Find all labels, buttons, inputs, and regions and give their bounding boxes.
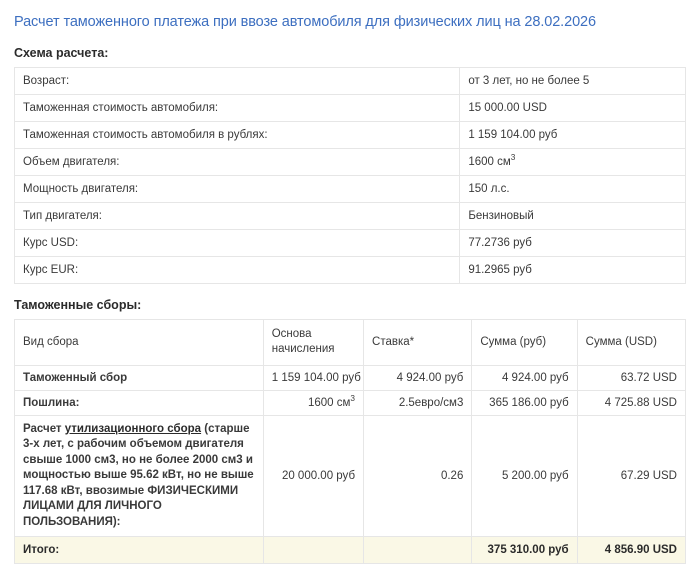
column-header-base: Основа начисления	[263, 319, 363, 365]
total-sum-usd: 4 856.90 USD	[577, 537, 685, 564]
scheme-label-customs-value-rub: Таможенная стоимость автомобиля в рублях:	[15, 121, 460, 148]
fee-rate-duty: 2.5евро/см3	[364, 390, 472, 415]
scheme-label-engine-volume: Объем двигателя:	[15, 148, 460, 175]
scheme-label-engine-type: Тип двигателя:	[15, 202, 460, 229]
customs-fees-table	[14, 319, 686, 564]
fee-base-recycling-fee: 20 000.00 руб	[263, 415, 363, 537]
recycling-fee-link[interactable]: утилизационного сбора	[64, 422, 202, 435]
table-row	[15, 121, 686, 148]
scheme-value-engine-volume	[460, 148, 686, 175]
scheme-value-eur-rate: 91.2965 руб	[460, 256, 686, 283]
scheme-value-engine-type: Бензиновый	[460, 202, 686, 229]
duty-base-exponent: 3	[350, 394, 356, 404]
scheme-table-body	[15, 67, 686, 283]
calculation-scheme-table	[14, 67, 686, 284]
fee-sum-usd-customs-fee: 63.72 USD	[577, 365, 685, 390]
table-row	[15, 67, 686, 94]
scheme-label-customs-value: Таможенная стоимость автомобиля:	[15, 94, 460, 121]
table-row	[15, 94, 686, 121]
engine-volume-number: 1600 см	[468, 155, 511, 168]
fees-section-heading: Таможенные сборы:	[14, 297, 142, 312]
table-header-row	[15, 319, 686, 365]
fee-base-duty	[263, 390, 363, 415]
total-rate-empty	[364, 537, 472, 564]
scheme-label-usd-rate: Курс USD:	[15, 229, 460, 256]
column-header-sum-rub: Сумма (руб)	[472, 319, 577, 365]
fees-table-body	[15, 365, 686, 564]
recycling-fee-suffix: (старше 3-х лет, с рабочим объемом двигателя свыше 1000 см3, но не более 2000 см3 и мощностью выше 95.62 кВт, но не выше 117.68 кВт, ввозимые ФИЗИЧЕСКИМИ ЛИЦАМИ ДЛЯ ЛИЧНОГО ПОЛЬЗОВАНИЯ):	[23, 422, 254, 528]
total-base-empty	[263, 537, 363, 564]
page-container	[0, 13, 700, 564]
table-row	[15, 256, 686, 283]
page-title: Расчет таможенного платежа при ввозе автомобиля для физических лиц на 28.02.2026	[14, 14, 596, 30]
fee-sum-rub-duty: 365 186.00 руб	[472, 390, 577, 415]
column-header-rate: Ставка*	[364, 319, 472, 365]
table-row	[15, 365, 686, 390]
fee-kind-recycling-fee	[15, 415, 264, 537]
scheme-label-eur-rate: Курс EUR:	[15, 256, 460, 283]
duty-base-number: 1600 см	[307, 396, 351, 409]
scheme-value-age: от 3 лет, но не более 5	[460, 67, 686, 94]
table-row	[15, 415, 686, 537]
engine-volume-exponent: 3	[510, 153, 516, 163]
scheme-label-age: Возраст:	[15, 67, 460, 94]
column-header-kind: Вид сбора	[15, 319, 264, 365]
total-sum-rub: 375 310.00 руб	[472, 537, 577, 564]
total-row	[15, 537, 686, 564]
fee-rate-recycling-fee: 0.26	[364, 415, 472, 537]
table-row	[15, 229, 686, 256]
fee-sum-usd-duty: 4 725.88 USD	[577, 390, 685, 415]
fee-rate-customs-fee: 4 924.00 руб	[364, 365, 472, 390]
fee-sum-rub-recycling-fee: 5 200.00 руб	[472, 415, 577, 537]
recycling-fee-prefix: Расчет	[23, 422, 65, 435]
scheme-value-engine-power: 150 л.с.	[460, 175, 686, 202]
table-row	[15, 390, 686, 415]
fees-table-head	[15, 319, 686, 365]
fee-sum-rub-customs-fee: 4 924.00 руб	[472, 365, 577, 390]
scheme-label-engine-power: Мощность двигателя:	[15, 175, 460, 202]
scheme-value-customs-value: 15 000.00 USD	[460, 94, 686, 121]
fee-sum-usd-recycling-fee: 67.29 USD	[577, 415, 685, 537]
scheme-value-usd-rate: 77.2736 руб	[460, 229, 686, 256]
table-row	[15, 175, 686, 202]
fee-kind-duty: Пошлина:	[15, 390, 264, 415]
table-row	[15, 148, 686, 175]
table-row	[15, 202, 686, 229]
scheme-section-heading: Схема расчета:	[14, 45, 109, 60]
column-header-sum-usd: Сумма (USD)	[577, 319, 685, 365]
total-label: Итого:	[15, 537, 264, 564]
fee-kind-customs-fee: Таможенный сбор	[15, 365, 264, 390]
fee-base-customs-fee: 1 159 104.00 руб	[263, 365, 363, 390]
scheme-value-customs-value-rub: 1 159 104.00 руб	[460, 121, 686, 148]
